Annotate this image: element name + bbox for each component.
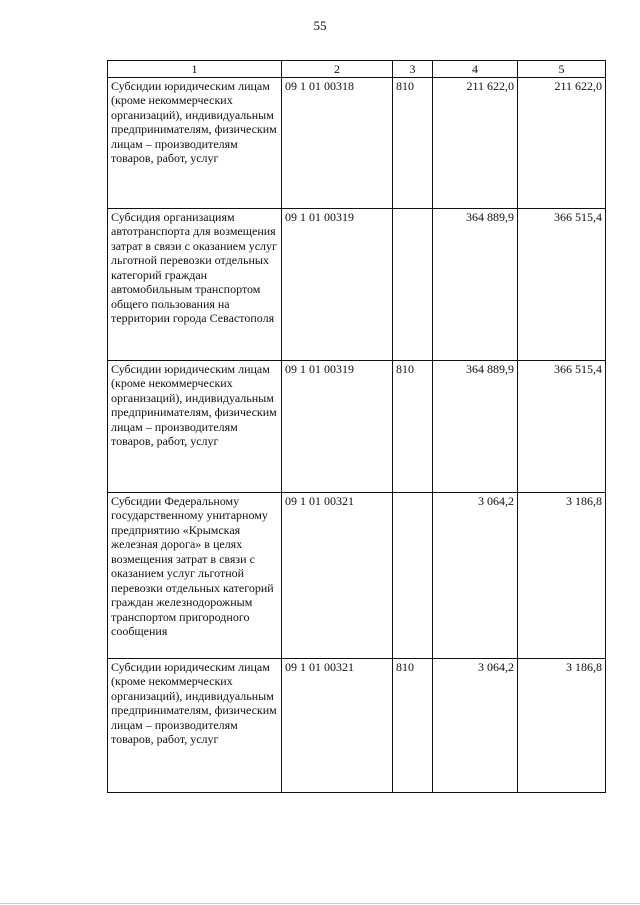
row-value-4-cell: 3 064,2 xyxy=(433,492,518,658)
table-row xyxy=(108,360,606,492)
budget-table xyxy=(107,60,606,793)
page-bottom-divider xyxy=(0,903,640,904)
column-header-3: 3 xyxy=(393,61,433,78)
row-value-4-cell: 364 889,9 xyxy=(433,360,518,492)
row-name-cell: Субсидии юридическим лицам (кроме некоммерческих организаций), индивидуальным предпринимателям, физическим лицам – производителям товаров, работ, услуг xyxy=(108,360,282,492)
table-row xyxy=(108,492,606,658)
row-code-cell: 09 1 01 00319 xyxy=(282,208,393,360)
column-header-1: 1 xyxy=(108,61,282,78)
row-value-5-cell: 366 515,4 xyxy=(518,360,606,492)
row-name-cell: Субсидии юридическим лицам (кроме некоммерческих организаций), индивидуальным предпринимателям, физическим лицам – производителям товаров, работ, услуг xyxy=(108,77,282,208)
row-value-4-cell: 211 622,0 xyxy=(433,77,518,208)
column-header-2: 2 xyxy=(282,61,393,78)
table-row xyxy=(108,658,606,792)
row-value-5-cell: 3 186,8 xyxy=(518,658,606,792)
row-code-cell: 09 1 01 00318 xyxy=(282,77,393,208)
page-number: 55 xyxy=(313,18,327,33)
table-row xyxy=(108,77,606,208)
row-value-5-cell: 211 622,0 xyxy=(518,77,606,208)
table-header-row xyxy=(108,61,606,78)
row-code-cell: 09 1 01 00321 xyxy=(282,658,393,792)
row-value-5-cell: 366 515,4 xyxy=(518,208,606,360)
row-name-cell: Субсидии юридическим лицам (кроме некоммерческих организаций), индивидуальным предпринимателям, физическим лицам – производителям товаров, работ, услуг xyxy=(108,658,282,792)
row-code-cell: 09 1 01 00321 xyxy=(282,492,393,658)
row-type-cell: 810 xyxy=(393,77,433,208)
row-value-4-cell: 3 064,2 xyxy=(433,658,518,792)
row-name-cell: Субсидия организациям автотранспорта для возмещения затрат в связи с оказанием услуг льготной перевозки отдельных категорий граждан автомобильным транспортом общего пользования на территории города Севастополя xyxy=(108,208,282,360)
row-type-cell: 810 xyxy=(393,360,433,492)
row-value-4-cell: 364 889,9 xyxy=(433,208,518,360)
row-type-cell xyxy=(393,208,433,360)
row-type-cell xyxy=(393,492,433,658)
row-name-cell: Субсидии Федеральному государственному унитарному предприятию «Крымская железная дорога» в целях возмещения затрат в связи с оказанием услуг льготной перевозки отдельных категорий граждан железнодорожным транспортом пригородного сообщения xyxy=(108,492,282,658)
row-type-cell: 810 xyxy=(393,658,433,792)
column-header-5: 5 xyxy=(518,61,606,78)
column-header-4: 4 xyxy=(433,61,518,78)
row-code-cell: 09 1 01 00319 xyxy=(282,360,393,492)
table-row xyxy=(108,208,606,360)
row-value-5-cell: 3 186,8 xyxy=(518,492,606,658)
